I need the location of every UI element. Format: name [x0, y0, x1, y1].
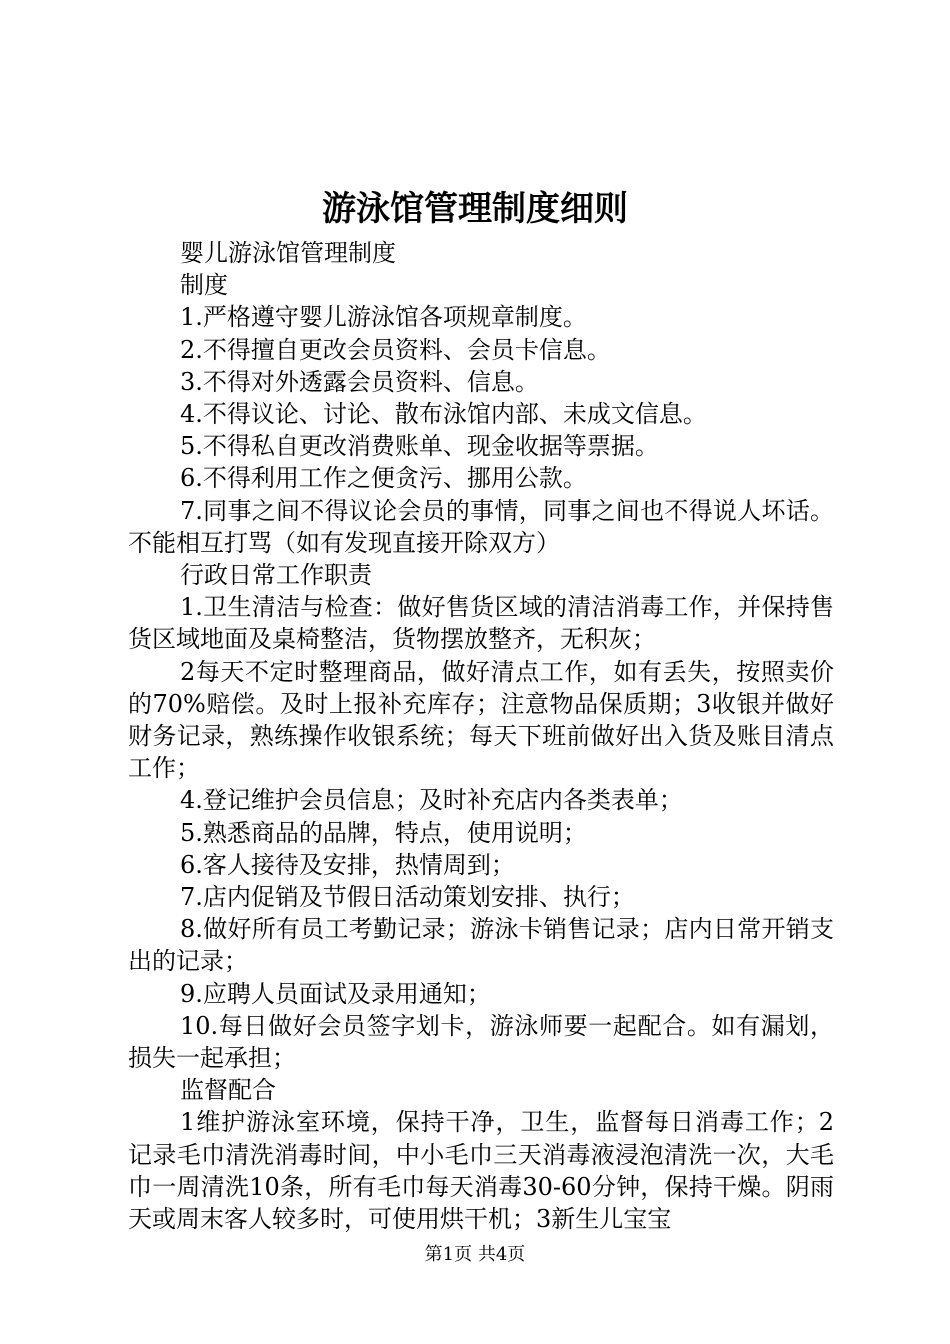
rule-item: 2.不得擅自更改会员资料、会员卡信息。: [180, 335, 611, 364]
duty-item: 8.做好所有员工考勤记录；游泳卡销售记录；店内日常开销支出的记录；: [128, 915, 834, 976]
duty-item: 4.登记维护会员信息；及时补充店内各类表单；: [180, 786, 683, 815]
duty-item: 1.卫生清洁与检查：做好售货区域的清洁消毒工作，并保持售货区域地面及桌椅整洁，货物摆放整齐，无积灰；: [128, 593, 834, 654]
section-heading-rules: 制度: [180, 271, 228, 300]
document-title: 游泳馆管理制度细则: [322, 189, 628, 229]
section-heading-duties: 行政日常工作职责: [180, 561, 372, 590]
supervision-item: 1维护游泳室环境，保持干净，卫生，监督每日消毒工作；2记录毛巾清洗消毒时间，中小毛巾三天消毒液浸泡清洗一次，大毛巾一周清洗10条，所有毛巾每天消毒30-60分钟，保持干燥。阴雨天或周末客人较多时，可使用烘干机；3新生儿宝宝: [128, 1108, 834, 1234]
rule-item: 3.不得对外透露会员资料、信息。: [180, 367, 539, 396]
section-heading-supervision: 监督配合: [180, 1076, 276, 1105]
duty-item: 5.熟悉商品的品牌，特点，使用说明；: [180, 818, 587, 847]
duty-item: 2每天不定时整理商品，做好清点工作，如有丢失，按照卖价的70%赔偿。及时上报补充库存；注意物品保质期；3收银并做好财务记录，熟练操作收银系统；每天下班前做好出入货及账目清点工作；: [128, 657, 834, 783]
rule-item: 1.严格遵守婴儿游泳馆各项规章制度。: [180, 303, 587, 332]
duty-item: 7.店内促销及节假日活动策划安排、执行；: [180, 883, 635, 912]
rule-item: 5.不得私自更改消费账单、现金收据等票据。: [180, 432, 659, 461]
page-number-footer: 第1页 共4页: [424, 1244, 526, 1265]
document-body: [128, 237, 834, 1235]
paragraph-subtitle: 婴儿游泳馆管理制度: [180, 239, 396, 267]
rule-item: 6.不得利用工作之便贪污、挪用公款。: [180, 464, 587, 493]
duty-item: 10.每日做好会员签字划卡，游泳师要一起配合。如有漏划，损失一起承担；: [128, 1011, 834, 1073]
duty-item: 6.客人接待及安排，热情周到；: [180, 850, 515, 879]
rule-item: 7.同事之间不得议论会员的事情，同事之间也不得说人坏话。不能相互打骂（如有发现直接开除双方）: [128, 496, 834, 557]
rule-item: 4.不得议论、讨论、散布泳馆内部、未成文信息。: [180, 400, 707, 429]
duty-item: 9.应聘人员面试及录用通知；: [180, 979, 491, 1008]
